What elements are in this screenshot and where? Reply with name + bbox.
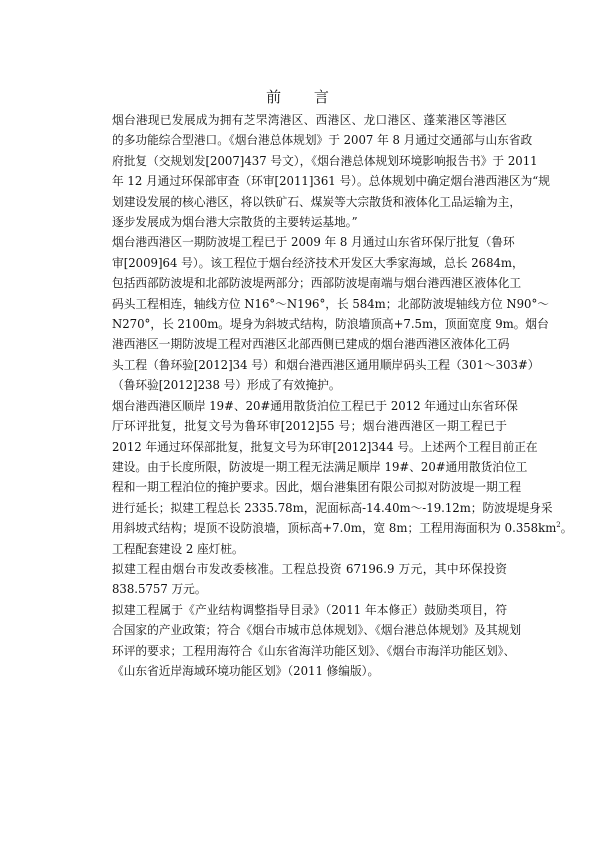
text-line-with-superscript (89, 518, 573, 538)
text-line: 838.5757 万元。 (112, 582, 207, 597)
text-line: 工程配套建设 2 座灯桩。 (112, 541, 244, 556)
text-line: 拟建工程属于《产业结构调整指导目录》（2011 年本修正）鼓励类项目，符 (112, 602, 507, 617)
text-line: 头工程（鲁环验[2012]34 号）和烟台港西港区通用顺岸码头工程（301～303#） (112, 357, 540, 372)
text-line: 烟台港西港区顺岸 19#、20#通用散货泊位工程已于 2012 年通过山东省环保 (112, 398, 518, 413)
text-line: 2012 年通过环保部批复，批复文号为环审[2012]344 号。上述两个工程目前正在 (112, 439, 538, 454)
paragraph-breakwater-phase1 (89, 232, 549, 395)
text-line: 烟台港现已发展成为拥有芝罘湾港区、西港区、龙口港区、蓬莱港区等港区 (112, 113, 507, 127)
text-segment: 用斜坡式结构；堤顶不设防浪墙，顶标高+7.0m，宽 8m；工程用海面积为 0.358km (112, 521, 557, 536)
text-line: 烟台港西港区一期防波堤工程已于 2009 年 8 月通过山东省环保厅批复（鲁环 (112, 235, 515, 250)
text-segment: 。 (560, 521, 573, 536)
text-line: 审[2009]64 号）。该工程位于烟台经济技术开发区大季家海域，总长 2684m， (112, 255, 524, 270)
text-line: 的多功能综合型港口。《烟台港总体规划》于 2007 年 8 月通过交通部与山东省政 (112, 133, 533, 148)
text-line: 进行延长；拟建工程总长 2335.78m，泥面标高-14.40m～-19.12m；防波堤堤身采 (112, 500, 553, 515)
paragraph-port-overview (89, 110, 550, 232)
document-body (89, 110, 573, 681)
text-line: 府批复（交规划发[2007]437 号文），《烟台港总体规划环境影响报告书》于 2011 (112, 153, 538, 168)
text-line: 划建设发展的核心港区，将以铁矿石、煤炭等大宗散货和液体化工品运输为主， (112, 194, 522, 209)
text-line: 合国家的产业政策；符合《烟台市城市总体规划》、《烟台港总体规划》及其规划 (112, 623, 522, 638)
text-line: （鲁环验[2012]238 号）形成了有效掩护。 (112, 378, 341, 393)
text-line: N270°，长 2100m。堤身为斜坡式结构，防浪墙顶高+7.5m，顶面宽度 9m。烟台 (112, 317, 549, 332)
text-line: 环评的要求；工程用海符合《山东省海洋功能区划》、《烟台市海洋功能区划》、 (112, 643, 516, 658)
text-line: 建设。由于长度所限，防波堤一期工程无法满足顺岸 19#、20#通用散货泊位工 (112, 459, 528, 474)
paragraph-policy-compliance (89, 600, 522, 682)
paragraph-extension-project (89, 396, 573, 559)
superscript: 2 (556, 521, 561, 530)
text-line: 逐步发展成为烟台港大宗散货的主要转运基地。” (112, 215, 358, 230)
text-line: 年 12 月通过环保部审查（环审[2011]361 号）。总体规划中确定烟台港西港区为“规 (112, 174, 550, 189)
page-title: 前 言 (266, 88, 343, 106)
text-line: 《山东省近岸海域环境功能区划》（2011 修编版）。 (112, 663, 380, 678)
text-line: 拟建工程由烟台市发改委核准。工程总投资 67196.9 万元，其中环保投资 (112, 561, 507, 576)
text-line: 港西港区一期防波堤工程对西港区北部西侧已建成的烟台港西港区液体化工码 (112, 337, 510, 352)
text-line: 码头工程相连，轴线方位 N16°～N196°，长 584m；北部防波堤轴线方位 N90°～ (112, 296, 549, 311)
paragraph-investment (89, 559, 507, 600)
text-line: 厅环评批复，批复文号为鲁环审[2012]55 号；烟台港西港区一期工程已于 (112, 419, 507, 434)
text-line: 包括西部防波堤和北部防波堤两部分；西部防波堤南端与烟台港西港区液体化工 (112, 276, 522, 291)
text-line: 程和一期工程泊位的掩护要求。因此，烟台港集团有限公司拟对防波堤一期工程 (112, 480, 522, 495)
